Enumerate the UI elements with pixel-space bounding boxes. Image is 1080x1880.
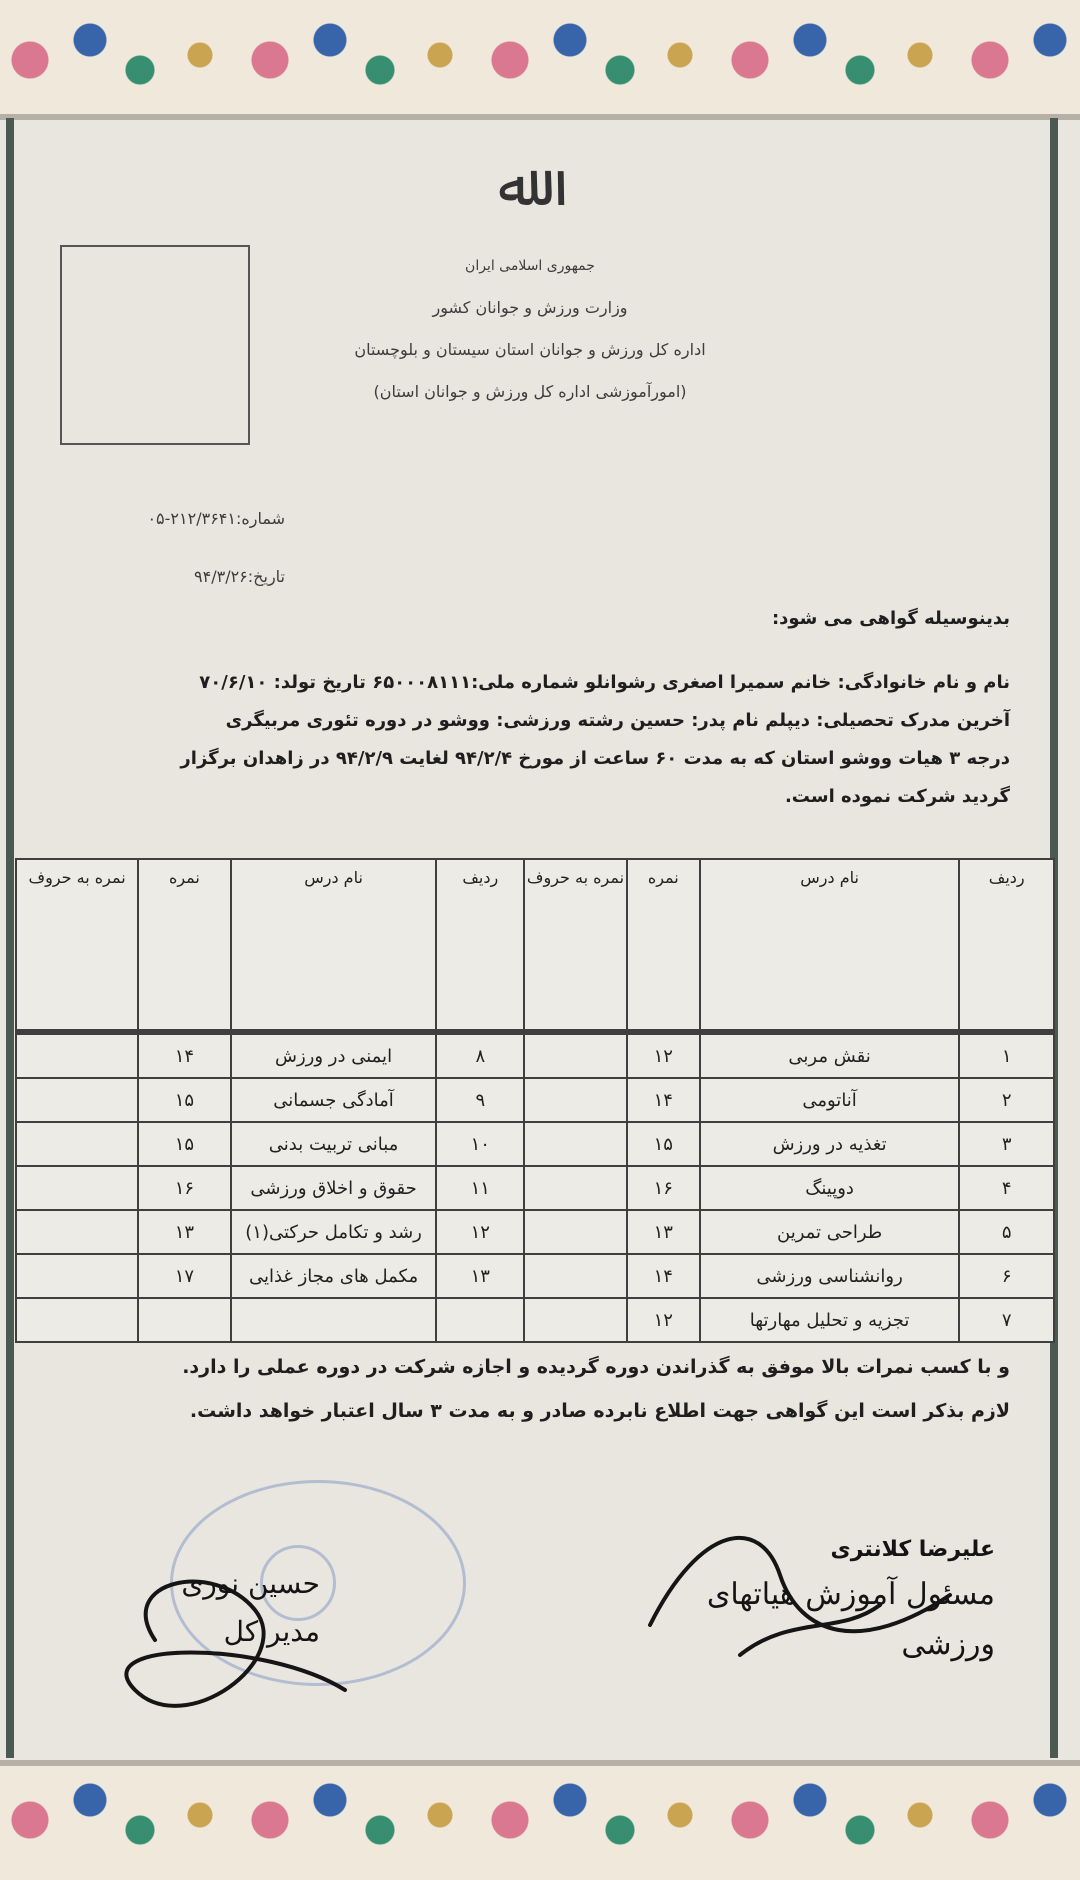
cell-grade-words xyxy=(16,1254,138,1298)
certificate-body xyxy=(50,600,1010,816)
cell-row: ۱۰ xyxy=(436,1122,524,1166)
table-row xyxy=(16,1078,1054,1122)
certificate-intro: بدینوسیله گواهی می شود: xyxy=(771,608,1010,629)
cell-course: آمادگی جسمانی xyxy=(231,1078,437,1122)
cell-course: مبانی تربیت بدنی xyxy=(231,1122,437,1166)
table-row xyxy=(16,1166,1054,1210)
table-row xyxy=(16,1210,1054,1254)
cell-grade: ۱۴ xyxy=(627,1254,700,1298)
cell-course: آناتومی xyxy=(700,1078,960,1122)
document-meta xyxy=(85,490,285,606)
col-header-grade-words-2: نمره به حروف xyxy=(16,859,138,1032)
table-row xyxy=(16,1298,1054,1342)
cell-row: ۵ xyxy=(959,1210,1054,1254)
cell-grade: ۱۶ xyxy=(138,1166,231,1210)
cell-grade-words xyxy=(524,1210,627,1254)
cell-row: ۶ xyxy=(959,1254,1054,1298)
table-row xyxy=(16,1254,1054,1298)
cell-grade xyxy=(138,1298,231,1342)
cell-grade-words xyxy=(524,1032,627,1078)
cell-course: نقش مربی xyxy=(700,1032,960,1078)
cell-grade: ۱۴ xyxy=(627,1078,700,1122)
right-signature xyxy=(615,1530,995,1670)
body-line-3: درجه ۳ هیات ووشو استان که به مدت ۶۰ ساعت از مورخ ۹۴/۲/۴ لغایت ۹۴/۲/۹ در زاهدان برگزار xyxy=(180,748,1010,769)
cell-grade: ۱۵ xyxy=(138,1078,231,1122)
cell-row: ۱۲ xyxy=(436,1210,524,1254)
document-number: شماره:۲۱۲/۳۶۴۱-۰۵ xyxy=(147,509,285,528)
closing-line-2: لازم بذکر است این گواهی جهت اطلاع نابرده صادر و به مدت ۳ سال اعتبار خواهد داشت. xyxy=(189,1400,1010,1422)
header-line-ministry: وزارت ورزش و جوانان کشور xyxy=(432,298,628,317)
left-signature xyxy=(120,1560,320,1656)
cell-grade: ۱۴ xyxy=(138,1032,231,1078)
cell-row: ۲ xyxy=(959,1078,1054,1122)
header-line-country: جمهوری اسلامی ایران xyxy=(465,258,595,274)
right-signer-name: علیرضا کلانتری xyxy=(830,1537,995,1562)
left-signer-title: مدیر کل xyxy=(223,1615,320,1648)
body-line-4: گردید شرکت نموده است. xyxy=(784,786,1010,807)
cell-grade: ۱۳ xyxy=(138,1210,231,1254)
cell-row: ۳ xyxy=(959,1122,1054,1166)
cell-grade-words xyxy=(524,1254,627,1298)
col-header-grade-2: نمره xyxy=(138,859,231,1032)
cell-grade-words xyxy=(16,1210,138,1254)
cell-course: رشد و تکامل حرکتی(۱) xyxy=(231,1210,437,1254)
body-line-2: آخرین مدرک تحصیلی: دیپلم نام پدر: حسین رشته ورزشی: ووشو در دوره تئوری مربیگری xyxy=(225,710,1010,731)
cell-grade: ۱۳ xyxy=(627,1210,700,1254)
cell-grade: ۱۷ xyxy=(138,1254,231,1298)
cell-course: طراحی تمرین xyxy=(700,1210,960,1254)
col-header-row: ردیف xyxy=(959,859,1054,1032)
cell-grade: ۱۵ xyxy=(627,1122,700,1166)
cell-grade-words xyxy=(524,1122,627,1166)
col-header-grade-words: نمره به حروف xyxy=(524,859,627,1032)
grades-table xyxy=(15,858,1055,1343)
certificate-closing xyxy=(30,1345,1010,1433)
left-signer-name: حسین نوری xyxy=(181,1567,320,1600)
decorative-floral-border-top xyxy=(0,0,1080,120)
cell-grade: ۱۲ xyxy=(627,1298,700,1342)
header-line-province-office: اداره کل ورزش و جوانان استان سیستان و بلوچستان xyxy=(354,340,706,359)
cell-course: ایمنی در ورزش xyxy=(231,1032,437,1078)
cell-row: ۱۳ xyxy=(436,1254,524,1298)
right-signer-title: مسئول آموزش هیاتهای ورزشی xyxy=(706,1577,995,1662)
body-line-1: نام و نام خانوادگی: خانم سمیرا اصغری رشوانلو شماره ملی:۶۵۰۰۰۸۱۱۱ تاریخ تولد: ۷۰/۶/۱۰ xyxy=(199,672,1010,693)
col-header-grade: نمره xyxy=(627,859,700,1032)
cell-row: ۸ xyxy=(436,1032,524,1078)
cell-course: حقوق و اخلاق ورزشی xyxy=(231,1166,437,1210)
col-header-course: نام درس xyxy=(700,859,960,1032)
cell-row: ۱ xyxy=(959,1032,1054,1078)
cell-grade-words xyxy=(524,1078,627,1122)
decorative-floral-border-bottom xyxy=(0,1760,1080,1880)
col-header-row-2: ردیف xyxy=(436,859,524,1032)
issuer-header xyxy=(290,245,770,413)
cell-row: ۷ xyxy=(959,1298,1054,1342)
cell-row: ۴ xyxy=(959,1166,1054,1210)
cell-course xyxy=(231,1298,437,1342)
table-row xyxy=(16,1032,1054,1078)
cell-grade-words xyxy=(16,1166,138,1210)
cell-course: روانشناسی ورزشی xyxy=(700,1254,960,1298)
col-header-course-2: نام درس xyxy=(231,859,437,1032)
cell-row: ۱۱ xyxy=(436,1166,524,1210)
cell-grade-words xyxy=(16,1078,138,1122)
closing-line-1: و با کسب نمرات بالا موفق به گذراندن دوره گردیده و اجازه شرکت در دوره عملی را دارد. xyxy=(182,1356,1010,1378)
document-date: تاریخ:۹۴/۳/۲۶ xyxy=(194,567,285,586)
cell-course: دوپینگ xyxy=(700,1166,960,1210)
cell-grade-words xyxy=(16,1298,138,1342)
cell-grade: ۱۵ xyxy=(138,1122,231,1166)
cell-grade: ۱۲ xyxy=(627,1032,700,1078)
cell-grade: ۱۶ xyxy=(627,1166,700,1210)
cell-row xyxy=(436,1298,524,1342)
cell-grade-words xyxy=(524,1166,627,1210)
cell-row: ۹ xyxy=(436,1078,524,1122)
cell-course: تغذیه در ورزش xyxy=(700,1122,960,1166)
cell-grade-words xyxy=(524,1298,627,1342)
cell-grade-words xyxy=(16,1122,138,1166)
cell-course: مکمل های مجاز غذایی xyxy=(231,1254,437,1298)
cell-grade-words xyxy=(16,1032,138,1078)
header-line-department: (امورآموزشی اداره کل ورزش و جوانان استان) xyxy=(373,382,687,401)
cell-course: تجزیه و تحلیل مهارتها xyxy=(700,1298,960,1342)
iran-emblem-icon: ﷲ xyxy=(498,151,532,219)
table-row xyxy=(16,1122,1054,1166)
photo-placeholder xyxy=(60,245,250,445)
